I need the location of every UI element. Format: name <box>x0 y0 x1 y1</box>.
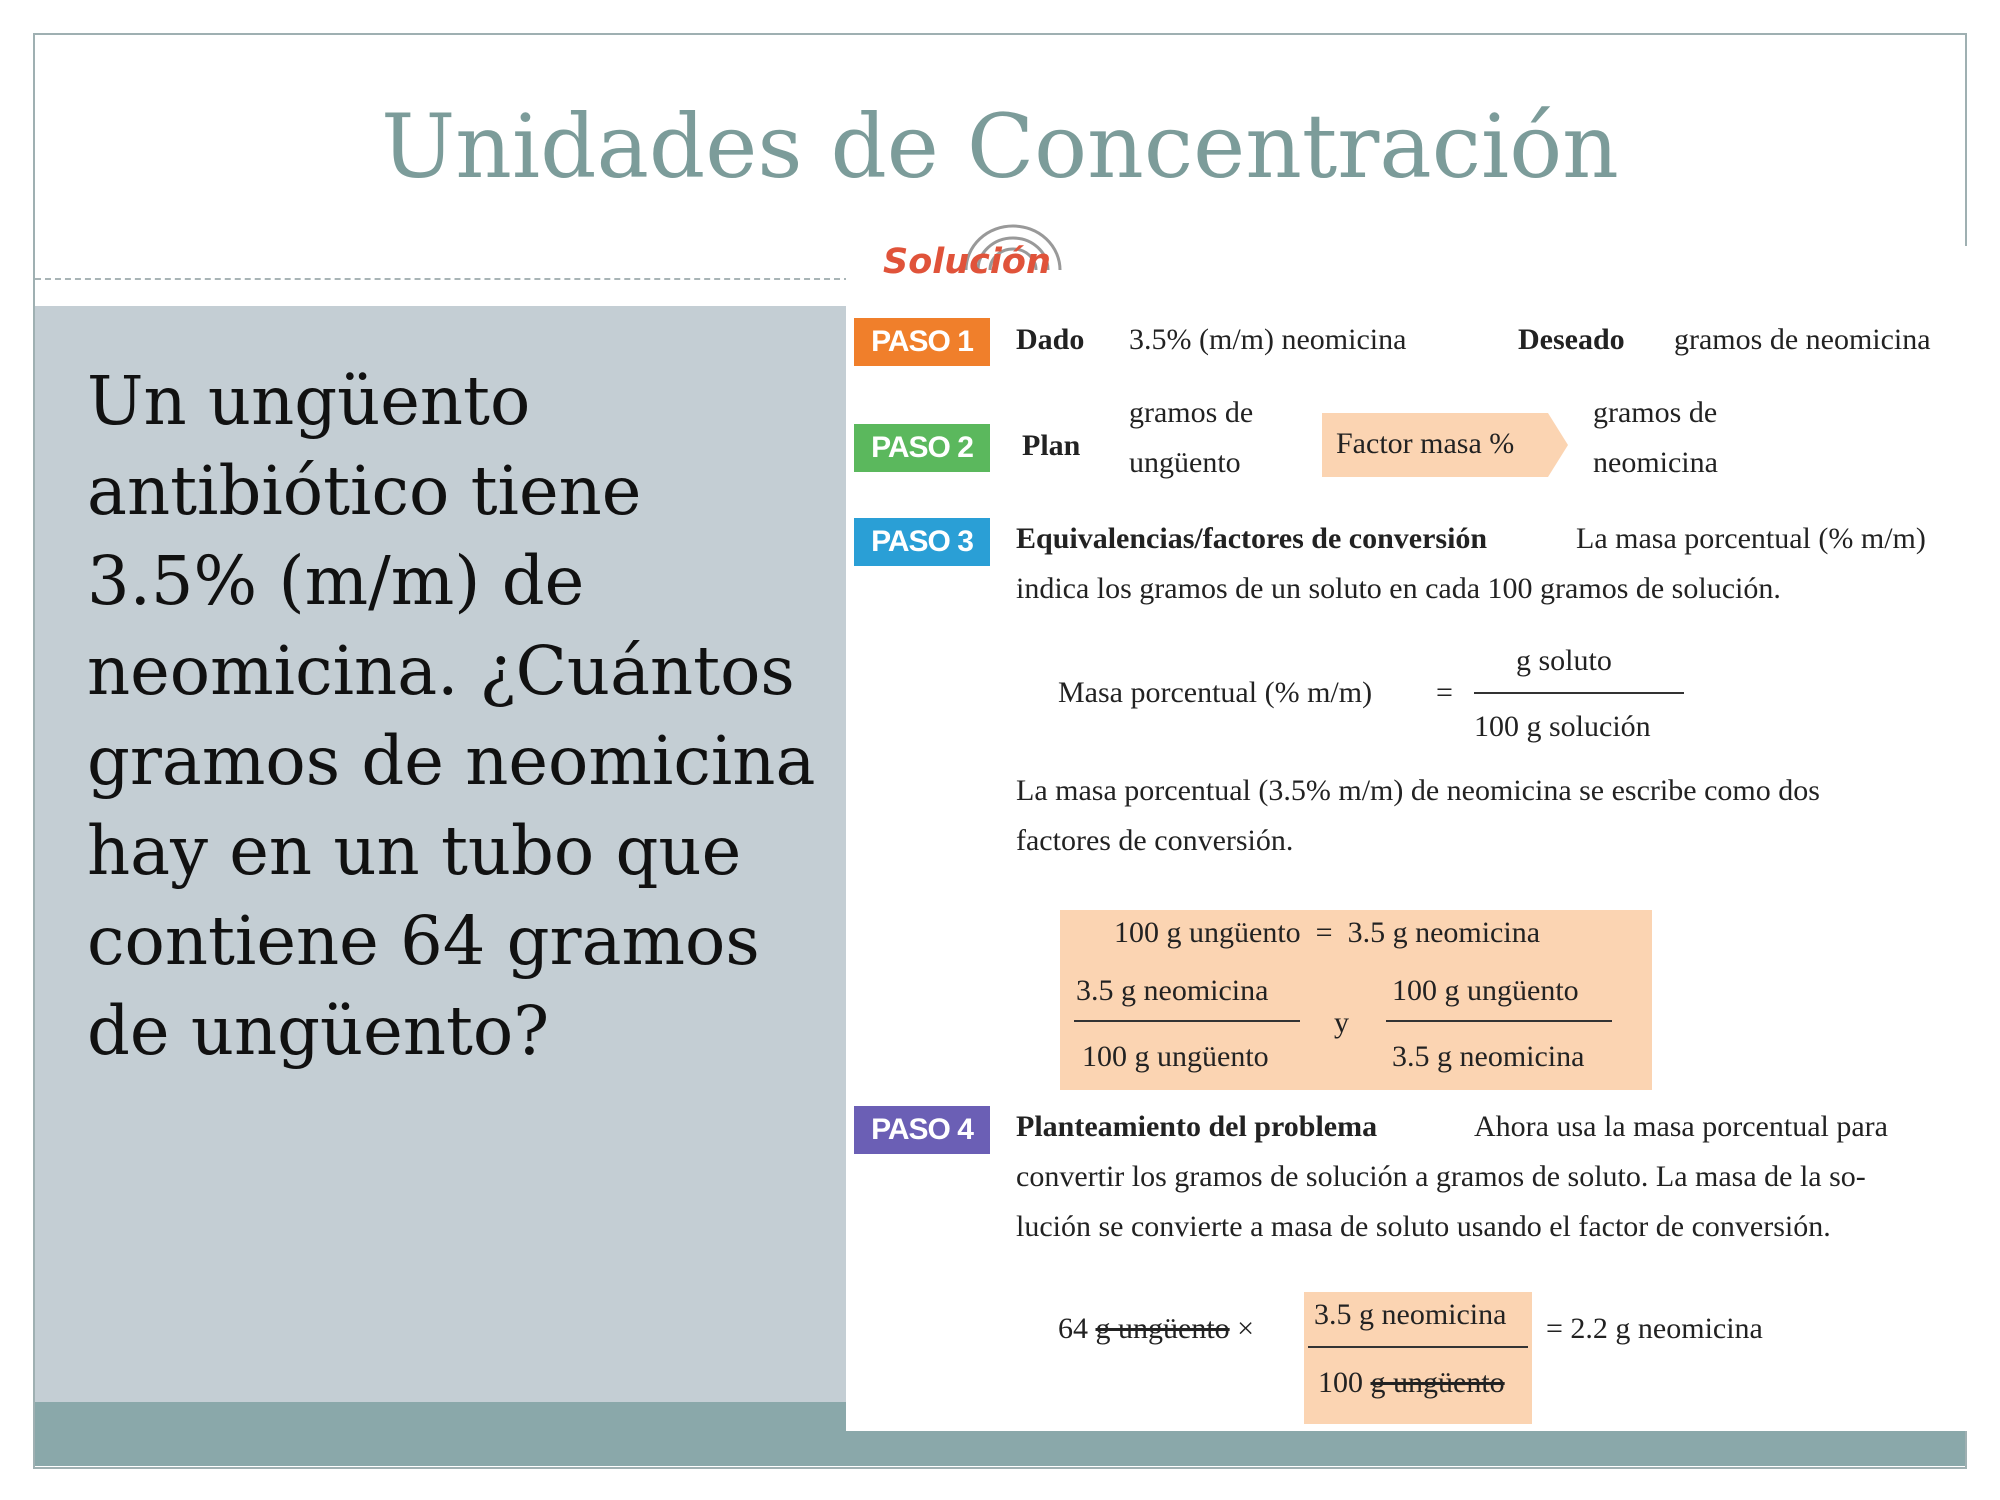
calc-quantity <box>1058 1312 1254 1346</box>
paso3-badge: PASO 3 <box>854 518 990 566</box>
formula-label: Masa porcentual (% m/m) <box>1058 676 1373 709</box>
plan-to-2: neomicina <box>1593 446 1718 479</box>
paso3-heading: Equivalencias/factores de conversión <box>1016 522 1488 555</box>
solucion-heading: Solución <box>883 242 1051 282</box>
factor1-denominator: 100 g ungüento <box>1082 1040 1269 1073</box>
calc-result: = 2.2 g neomicina <box>1546 1312 1763 1345</box>
paso2-badge: PASO 2 <box>854 424 990 472</box>
paso4-text-3: lución se convierte a masa de soluto usando el factor de conversión. <box>1016 1210 1831 1243</box>
slide-title: Unidades de Concentración <box>381 95 1619 198</box>
deseado-value: gramos de neomicina <box>1674 323 1931 356</box>
deseado-label: Deseado <box>1518 323 1625 356</box>
paso4-badge: PASO 4 <box>854 1106 990 1154</box>
question-text: Un ungüento antibiótico tiene 3.5% (m/m) de neomicina. ¿Cuántos gramos de neomicina hay en un tubo que contiene 64 gramos de ungüento? <box>87 362 816 1070</box>
plan-from-2: ungüento <box>1129 446 1241 479</box>
plan-label: Plan <box>1022 429 1081 462</box>
factor2-bar <box>1386 1020 1612 1022</box>
paso3-text-1: La masa porcentual (% m/m) <box>1576 522 1926 555</box>
calc-times: × <box>1237 1312 1255 1345</box>
dado-label: Dado <box>1016 323 1085 356</box>
dado-value: 3.5% (m/m) neomicina <box>1129 323 1407 356</box>
formula-equals: = <box>1436 676 1453 709</box>
calc-numerator: 3.5 g neomicina <box>1314 1298 1507 1331</box>
factor-label: Factor masa % <box>1336 427 1515 460</box>
calc-bar <box>1308 1346 1528 1348</box>
calc-unit: g ungüento <box>1095 1312 1230 1345</box>
factor2-denominator: 3.5 g neomicina <box>1392 1040 1585 1073</box>
solution-image <box>846 242 1976 1431</box>
formula-bar <box>1474 692 1684 694</box>
divider <box>35 278 850 280</box>
paso3-text2-2: factores de conversión. <box>1016 824 1294 857</box>
calc-den-prefix: 100 <box>1318 1366 1363 1399</box>
formula-numerator: g soluto <box>1516 644 1612 677</box>
plan-from-1: gramos de <box>1129 396 1254 429</box>
paso4-heading: Planteamiento del problema <box>1016 1110 1378 1143</box>
formula-denominator: 100 g solución <box>1474 710 1651 743</box>
paso1-badge: PASO 1 <box>854 318 990 366</box>
plan-to-1: gramos de <box>1593 396 1718 429</box>
calc-prefix: 64 <box>1058 1312 1088 1345</box>
factor2-numerator: 100 g ungüento <box>1392 974 1579 1007</box>
equality-line: 100 g ungüento = 3.5 g neomicina <box>1114 916 1541 949</box>
calc-denominator <box>1318 1366 1505 1400</box>
paso4-text-2: convertir los gramos de solución a gramos de soluto. La masa de la so- <box>1016 1160 1866 1193</box>
paso4-text-1: Ahora usa la masa porcentual para <box>1474 1110 1888 1143</box>
paso3-text-2: indica los gramos de un soluto en cada 100 gramos de solución. <box>1016 572 1781 605</box>
factor1-bar <box>1074 1020 1300 1022</box>
factor1-numerator: 3.5 g neomicina <box>1076 974 1269 1007</box>
paso3-text2-1: La masa porcentual (3.5% m/m) de neomicina se escribe como dos <box>1016 774 1820 807</box>
factor-y: y <box>1334 1006 1349 1039</box>
calc-den-unit: g ungüento <box>1370 1366 1505 1399</box>
